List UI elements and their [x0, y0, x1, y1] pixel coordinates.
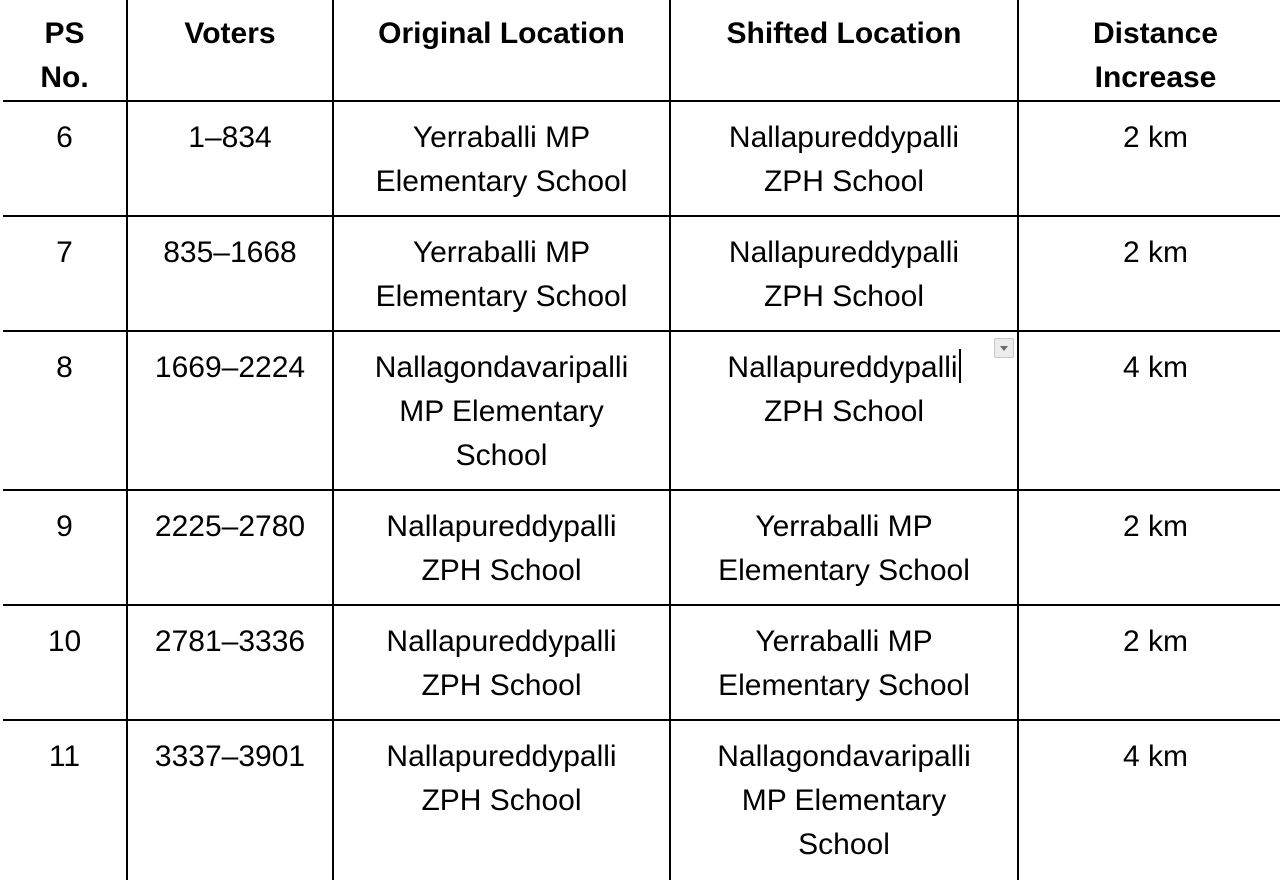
table-row: [3, 490, 1280, 605]
cell-shifted-location[interactable]: Yerraballi MP Elementary School: [670, 605, 1018, 720]
cell-ps-no[interactable]: 7: [3, 216, 127, 331]
text-cursor: [959, 349, 961, 383]
cell-distance-increase[interactable]: 2 km: [1018, 101, 1280, 216]
cell-voters[interactable]: 835–1668: [127, 216, 333, 331]
active-cell-text: Nallapureddypalli ZPH School: [727, 351, 960, 428]
header-shifted-location: Shifted Location: [670, 0, 1018, 101]
cell-original-location[interactable]: Nallapureddypalli ZPH School: [333, 490, 670, 605]
table-row: [3, 605, 1280, 720]
cell-shifted-location[interactable]: Nallapureddypalli ZPH School: [670, 216, 1018, 331]
header-voters: Voters: [127, 0, 333, 101]
cell-shifted-location[interactable]: Nallagondavaripalli MP Elementary School: [670, 720, 1018, 880]
cell-original-location[interactable]: Nallagondavaripalli MP Elementary School: [333, 331, 670, 490]
cell-shifted-location-active[interactable]: [670, 331, 1018, 490]
cell-distance-increase[interactable]: 4 km: [1018, 720, 1280, 880]
cell-dropdown-arrow-icon[interactable]: [994, 338, 1014, 358]
cell-shifted-location[interactable]: Yerraballi MP Elementary School: [670, 490, 1018, 605]
header-row: [3, 0, 1280, 101]
cell-voters[interactable]: 3337–3901: [127, 720, 333, 880]
cell-ps-no[interactable]: 6: [3, 101, 127, 216]
header-original-location: Original Location: [333, 0, 670, 101]
cell-distance-increase[interactable]: 2 km: [1018, 216, 1280, 331]
header-distance-increase: Distance Increase: [1018, 0, 1280, 101]
table-row: [3, 101, 1280, 216]
cell-ps-no[interactable]: 9: [3, 490, 127, 605]
cell-original-location[interactable]: Nallapureddypalli ZPH School: [333, 605, 670, 720]
cell-voters[interactable]: 1669–2224: [127, 331, 333, 490]
cell-original-location[interactable]: Nallapureddypalli ZPH School: [333, 720, 670, 880]
cell-original-location[interactable]: Yerraballi MP Elementary School: [333, 101, 670, 216]
table-row: [3, 216, 1280, 331]
table-row: [3, 331, 1280, 490]
header-ps-no: PS No.: [3, 0, 127, 101]
polling-station-table: [3, 0, 1280, 880]
cell-ps-no[interactable]: 8: [3, 331, 127, 490]
cell-original-location[interactable]: Yerraballi MP Elementary School: [333, 216, 670, 331]
cell-ps-no[interactable]: 11: [3, 720, 127, 880]
cell-distance-increase[interactable]: 4 km: [1018, 331, 1280, 490]
cell-voters[interactable]: 2781–3336: [127, 605, 333, 720]
cell-ps-no[interactable]: 10: [3, 605, 127, 720]
cell-distance-increase[interactable]: 2 km: [1018, 605, 1280, 720]
table-row: [3, 720, 1280, 880]
cell-voters[interactable]: 2225–2780: [127, 490, 333, 605]
cell-shifted-location[interactable]: Nallapureddypalli ZPH School: [670, 101, 1018, 216]
cell-distance-increase[interactable]: 2 km: [1018, 490, 1280, 605]
cell-voters[interactable]: 1–834: [127, 101, 333, 216]
